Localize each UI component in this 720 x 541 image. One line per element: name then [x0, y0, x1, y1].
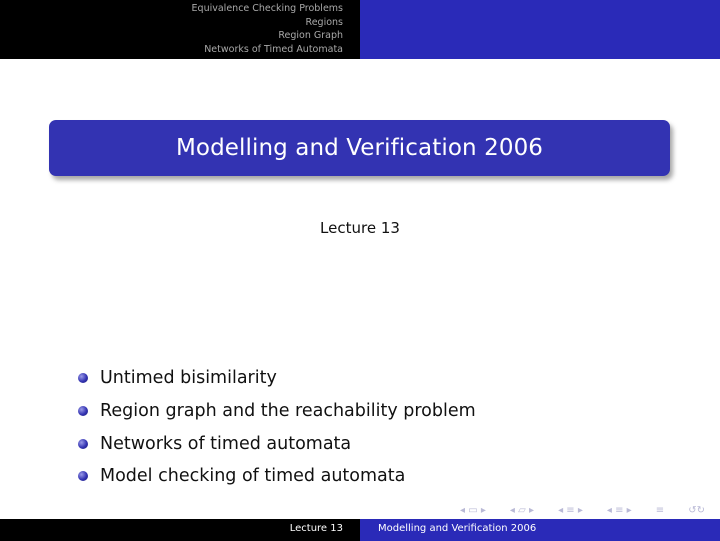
- nav-item-networks-of-timed-automata[interactable]: Networks of Timed Automata: [204, 43, 343, 55]
- outline-item-label: Model checking of timed automata: [100, 466, 406, 487]
- slide-subtitle: Lecture 13: [320, 219, 400, 237]
- header-left-panel: [0, 0, 360, 59]
- slide-footer: [0, 519, 720, 541]
- outline-list: [78, 362, 476, 493]
- subsection-navigation-icon[interactable]: ◂ ▱ ▸: [509, 504, 535, 516]
- bullet-icon: [78, 439, 88, 449]
- frame-navigation-icon[interactable]: ◂ ▭ ▸: [460, 504, 486, 516]
- nav-item-equivalence-checking-problems[interactable]: Equivalence Checking Problems: [191, 3, 343, 14]
- outline-item: [78, 362, 476, 395]
- appendix-icon[interactable]: ≡: [655, 504, 665, 516]
- outline-item-label: Region graph and the reachability problem: [100, 401, 476, 422]
- footer-course-title: Modelling and Verification 2006: [378, 523, 537, 534]
- footer-right-panel: [360, 519, 720, 541]
- bullet-icon: [78, 471, 88, 481]
- bullet-icon: [78, 373, 88, 383]
- bullet-icon: [78, 406, 88, 416]
- slide-title: Modelling and Verification 2006: [175, 135, 544, 161]
- navigation-symbols: [460, 503, 705, 517]
- search-icon[interactable]: ↺↻: [688, 504, 705, 516]
- subsection-list-navigation-icon[interactable]: ◂ ≡ ▸: [606, 504, 632, 516]
- title-block: [49, 120, 670, 176]
- outline-item-label: Networks of timed automata: [100, 433, 352, 454]
- outline-item-label: Untimed bisimilarity: [100, 368, 277, 389]
- footer-lecture-label: Lecture 13: [289, 523, 343, 534]
- section-navigation: [192, 2, 343, 56]
- outline-item: [78, 395, 476, 428]
- footer-left-panel: [0, 519, 360, 541]
- outline-item: [78, 427, 476, 460]
- outline-item: [78, 460, 476, 493]
- section-navigation-icon[interactable]: ◂ ≡ ▸: [558, 504, 583, 516]
- slide-header: [0, 0, 720, 59]
- header-right-panel: [360, 0, 720, 59]
- nav-item-region-graph[interactable]: Region Graph: [278, 30, 343, 41]
- nav-item-regions[interactable]: Regions: [305, 16, 343, 28]
